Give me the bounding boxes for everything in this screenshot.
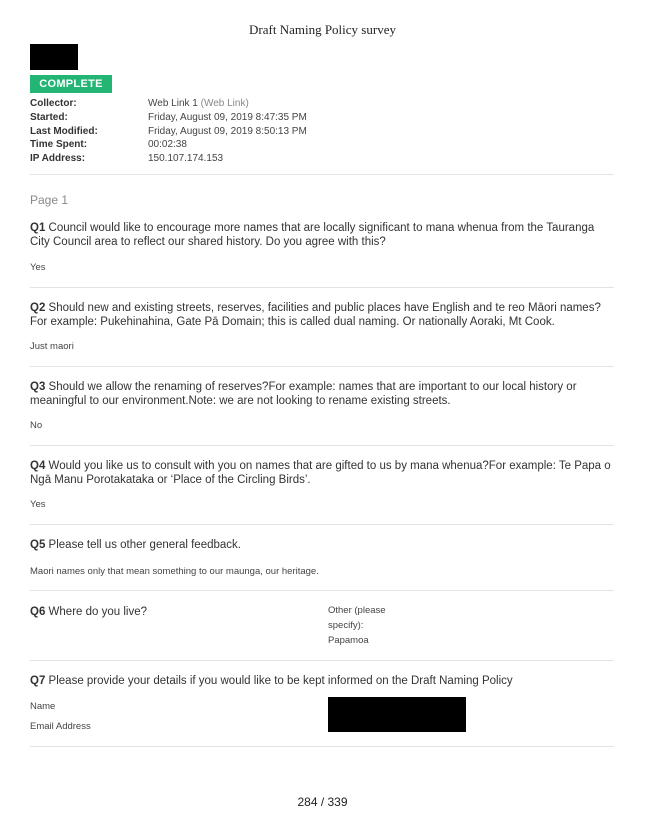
meta-key: Time Spent: <box>30 139 88 151</box>
divider <box>30 174 614 175</box>
answer-2: Just maori <box>30 341 74 352</box>
redacted-contact-details <box>328 697 466 732</box>
divider <box>30 287 614 288</box>
question-5: Q5 Please tell us other general feedback. <box>30 539 241 551</box>
meta-row-started <box>30 111 615 125</box>
divider <box>30 660 614 661</box>
meta-row-last-modified <box>30 125 615 139</box>
redacted-logo <box>30 44 78 70</box>
meta-value: Friday, August 09, 2019 8:50:13 PM <box>148 125 307 137</box>
question-2: Q2 Should new and existing streets, reserves, facilities and public places have English and te reo Māori names?For example: Pukehinahina, Gate Pā Domain; this is called dual naming. Or nationally Aoraki, Mt Cook. <box>30 302 601 328</box>
meta-key: Last Modified: <box>30 125 98 137</box>
page-number: 284 / 339 <box>297 795 348 809</box>
answer-1: Yes <box>30 262 46 273</box>
meta-value: Web Link 1 (Web Link) <box>148 98 249 109</box>
answer-6-line: Papamoa <box>328 634 369 646</box>
page-label: Page 1 <box>30 193 69 207</box>
meta-row-ip-address <box>30 152 615 166</box>
status-badge: COMPLETE <box>30 75 112 93</box>
meta-key: Collector: <box>30 98 77 109</box>
answer-4: Yes <box>30 499 46 510</box>
divider <box>30 445 614 446</box>
answer-3: No <box>30 420 43 431</box>
question-4: Q4 Would you like us to consult with you on names that are gifted to us by mana whenua?For example: Te Papa o Ngā Manu Porotakataka or ‘Place of the Circling Birds’. <box>30 460 611 486</box>
meta-key: Started: <box>30 111 68 123</box>
question-1: Q1 Council would like to encourage more names that are locally significant to mana whenua from the Tauranga City Council area to reflect our shared history. Do you agree with this? <box>30 222 595 248</box>
meta-value: 00:02:38 <box>148 139 187 151</box>
divider <box>30 524 614 525</box>
answer-6 <box>328 604 386 648</box>
divider <box>30 746 614 747</box>
answer-6-line: Other (please <box>328 605 386 616</box>
divider <box>30 590 614 591</box>
field-label-name: Name <box>30 701 56 712</box>
meta-row-collector <box>30 97 615 111</box>
meta-key: IP Address: <box>30 153 86 165</box>
answer-5: Maori names only that mean something to our maunga, our heritage. <box>30 566 319 577</box>
meta-value: 150.107.174.153 <box>148 153 224 165</box>
question-3: Q3 Should we allow the renaming of reserves?For example: names that are important to our local history or meaningful to our environment.Note: we are not looking to rename existing streets. <box>30 381 577 407</box>
response-metadata <box>30 97 615 166</box>
meta-row-time-spent <box>30 138 615 152</box>
question-6: Q6 Where do you live? <box>30 606 147 618</box>
answer-6-line: specify): <box>328 619 364 631</box>
field-label-email: Email Address <box>30 721 91 732</box>
question-7: Q7 Please provide your details if you would like to be kept informed on the Draft Naming Policy <box>30 675 513 687</box>
document-title: Draft Naming Policy survey <box>249 22 396 37</box>
meta-value: Friday, August 09, 2019 8:47:35 PM <box>148 111 307 123</box>
divider <box>30 366 614 367</box>
